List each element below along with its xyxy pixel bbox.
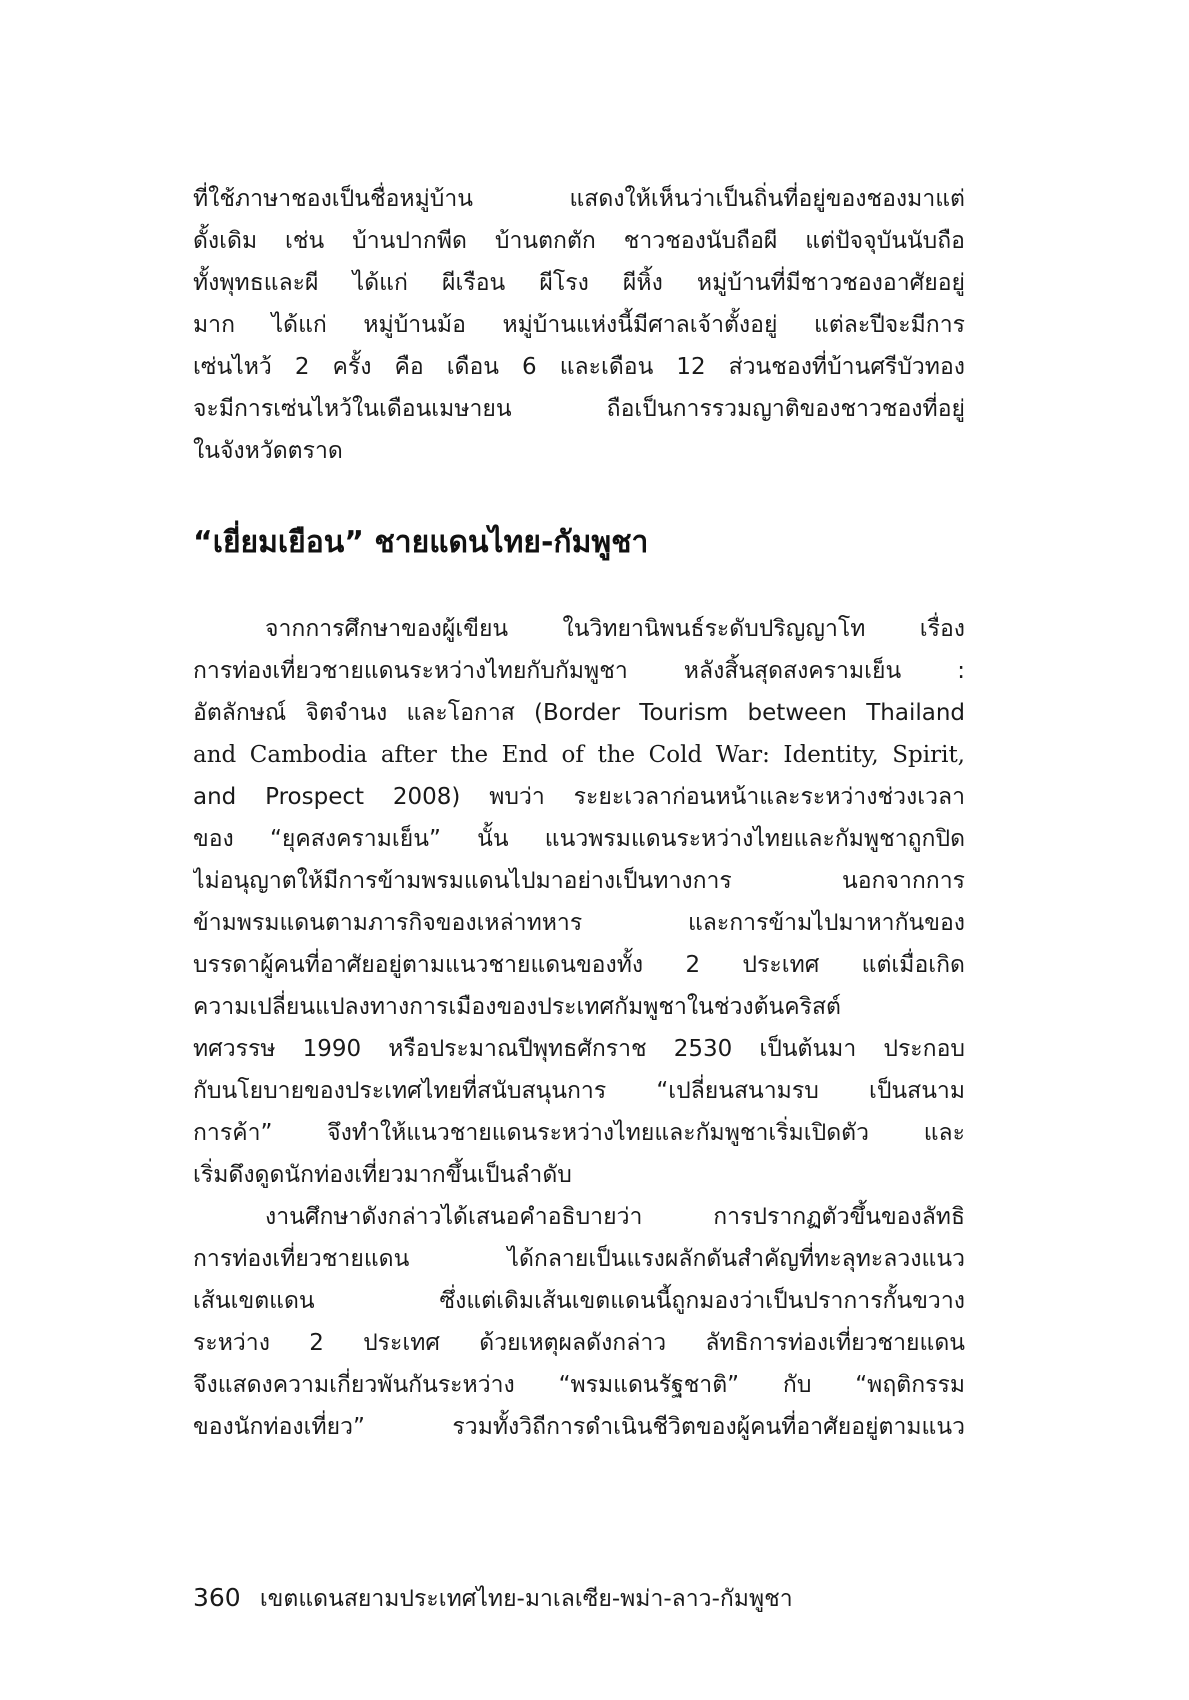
text-line: การค้า” จึงทำให้แนวชายแดนระหว่างไทยและกัมพูชาเริ่มเปิดตัว และ	[193, 1120, 965, 1146]
text-line: ทั้งพุทธและผี ได้แก่ ผีเรือน ผีโรง ผีหิ้ง หมู่บ้านที่มีชาวชองอาศัยอยู่	[193, 270, 965, 296]
text-line: ที่ใช้ภาษาชองเป็นชื่อหมู่บ้าน แสดงให้เห็นว่าเป็นถิ่นที่อยู่ของชองมาแต่	[193, 186, 965, 212]
text-line: มาก ได้แก่ หมู่บ้านม้อ หมู่บ้านแห่งนี้มีศาลเจ้าตั้งอยู่ แต่ละปีจะมีการ	[193, 312, 965, 338]
text-line: ข้ามพรมแดนตามภารกิจของเหล่าทหาร และการข้ามไปมาหากันของ	[193, 910, 965, 936]
running-title: เขตแดนสยามประเทศไทย-มาเลเซีย-พม่า-ลาว-กัมพูชา	[259, 1586, 793, 1612]
text-line: ทศวรรษ 1990 หรือประมาณปีพุทธศักราช 2530 เป็นต้นมา ประกอบ	[193, 1036, 965, 1062]
intro-paragraph	[193, 178, 965, 472]
text-line: การท่องเที่ยวชายแดนระหว่างไทยกับกัมพูชา หลังสิ้นสุดสงครามเย็น :	[193, 658, 965, 684]
section-heading: “เยี่ยมเยือน” ชายแดนไทย-กัมพูชา	[193, 525, 649, 560]
text-line: กับนโยบายของประเทศไทยที่สนับสนุนการ “เปลี่ยนสนามรบ เป็นสนาม	[193, 1078, 965, 1104]
paragraph	[193, 608, 965, 1196]
text-line: ในจังหวัดตราด	[193, 438, 343, 464]
body-text	[193, 608, 965, 1448]
paragraph	[193, 1196, 965, 1448]
text-line: ของนักท่องเที่ยว” รวมทั้งวิถีการดำเนินชีวิตของผู้คนที่อาศัยอยู่ตามแนว	[193, 1414, 965, 1440]
text-line: การท่องเที่ยวชายแดน ได้กลายเป็นแรงผลักดันสำคัญที่ทะลุทะลวงแนว	[193, 1246, 965, 1272]
text-line: เส้นเขตแดน ซึ่งแต่เดิมเส้นเขตแดนนี้ถูกมองว่าเป็นปราการกั้นขวาง	[193, 1288, 965, 1314]
text-line: and Prospect 2008) พบว่า ระยะเวลาก่อนหน้าและระหว่างช่วงเวลา	[193, 784, 965, 810]
text-line: ดั้งเดิม เช่น บ้านปากพีด บ้านตกตัก ชาวชองนับถือผี แต่ปัจจุบันนับถือ	[193, 228, 965, 254]
text-line: จากการศึกษาของผู้เขียน ในวิทยานิพนธ์ระดับปริญญาโท เรื่อง	[265, 616, 965, 642]
text-line: เริ่มดึงดูดนักท่องเที่ยวมากขึ้นเป็นลำดับ	[193, 1162, 572, 1188]
text-line: เซ่นไหว้ 2 ครั้ง คือ เดือน 6 และเดือน 12 ส่วนชองที่บ้านศรีบัวทอง	[193, 354, 965, 380]
text-line: ไม่อนุญาตให้มีการข้ามพรมแดนไปมาอย่างเป็นทางการ นอกจากการ	[193, 868, 965, 894]
text-line: อัตลักษณ์ จิตจำนง และโอกาส (Border Tourism between Thailand	[193, 700, 965, 726]
page-footer	[193, 1578, 965, 1618]
text-line: ความเปลี่ยนแปลงทางการเมืองของประเทศกัมพูชาในช่วงต้นคริสต์	[193, 994, 841, 1020]
text-line: งานศึกษาดังกล่าวได้เสนอคำอธิบายว่า การปรากฏตัวขึ้นของลัทธิ	[265, 1204, 965, 1230]
text-line: ของ “ยุคสงครามเย็น” นั้น แนวพรมแดนระหว่างไทยและกัมพูชาถูกปิด	[193, 826, 965, 852]
page-number: 360	[193, 1583, 241, 1612]
text-line: and Cambodia after the End of the Cold War: Identity, Spirit,	[193, 742, 965, 768]
text-line: ระหว่าง 2 ประเทศ ด้วยเหตุผลดังกล่าว ลัทธิการท่องเที่ยวชายแดน	[193, 1330, 965, 1356]
text-line: บรรดาผู้คนที่อาศัยอยู่ตามแนวชายแดนของทั้ง 2 ประเทศ แต่เมื่อเกิด	[193, 952, 965, 978]
text-line: จะมีการเซ่นไหว้ในเดือนเมษายน ถือเป็นการรวมญาติของชาวชองที่อยู่	[193, 396, 965, 422]
text-line: จึงแสดงความเกี่ยวพันกันระหว่าง “พรมแดนรัฐชาติ” กับ “พฤติกรรม	[193, 1372, 965, 1398]
